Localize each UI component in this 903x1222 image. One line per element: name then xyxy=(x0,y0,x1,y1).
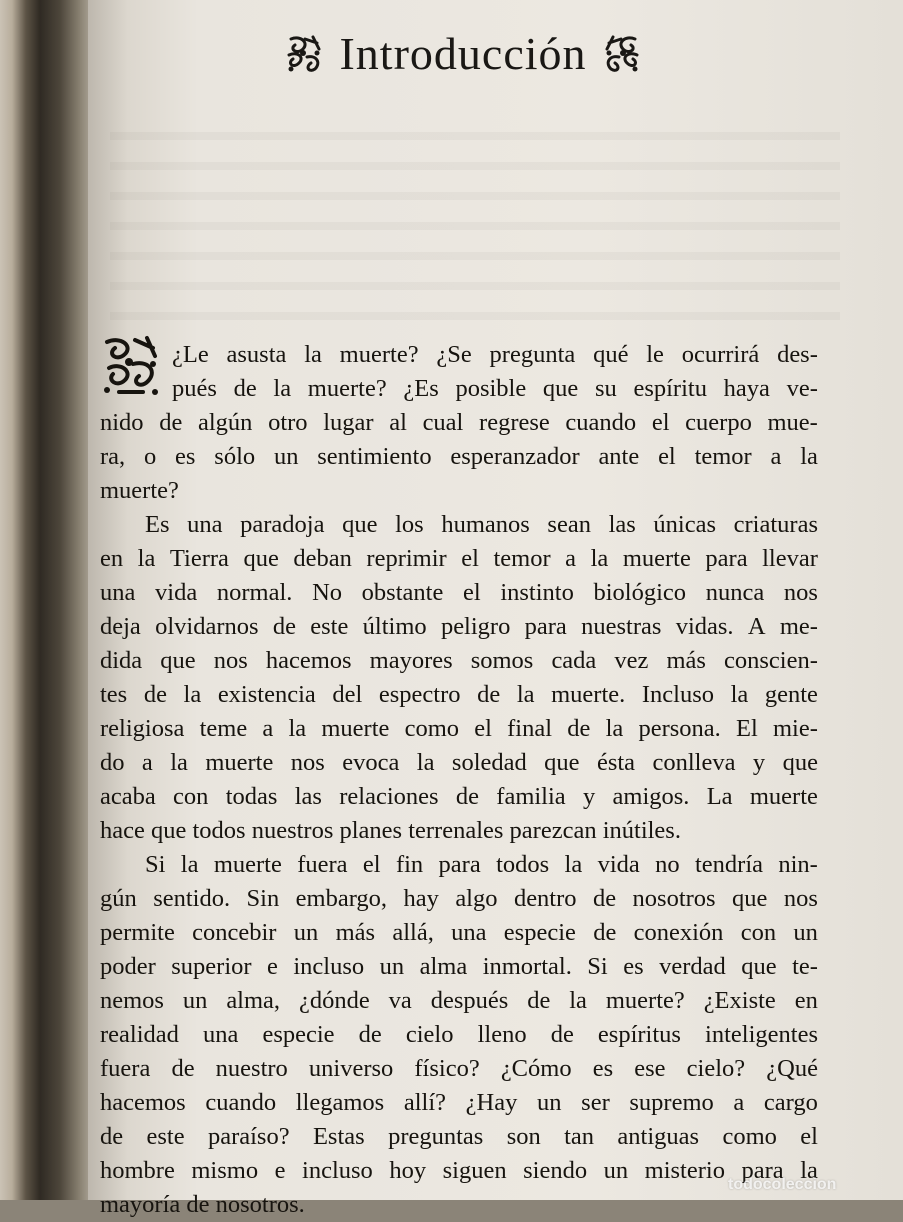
word: muerte xyxy=(622,545,691,572)
word: nemos xyxy=(100,987,164,1014)
text-line: hace que todos nuestros planes terrenales parezcan inútiles. xyxy=(100,817,681,844)
word: y xyxy=(752,749,766,776)
word: reprimir xyxy=(366,545,447,572)
word: inmortal. xyxy=(482,953,572,980)
word: humanos xyxy=(441,511,530,538)
word: con xyxy=(740,919,777,946)
word: a xyxy=(262,715,274,742)
word: incluso xyxy=(293,953,365,980)
word: vida xyxy=(597,851,640,878)
word: hacemos xyxy=(100,1089,186,1116)
word: relaciones xyxy=(339,783,439,810)
word: alma, xyxy=(226,987,281,1014)
text-line xyxy=(172,338,818,372)
word: sean xyxy=(547,511,591,538)
word: todos xyxy=(496,851,550,878)
word: para xyxy=(705,545,748,572)
word: sentimiento xyxy=(317,443,432,470)
word: superior xyxy=(171,953,252,980)
word: a xyxy=(141,749,153,776)
word: una xyxy=(203,1021,239,1048)
word: los xyxy=(395,511,424,538)
word: La xyxy=(706,783,733,810)
word: último xyxy=(362,613,427,640)
word: esperanzador xyxy=(450,443,580,470)
word: y xyxy=(582,783,596,810)
word: cual xyxy=(422,409,464,436)
word: persona. xyxy=(638,715,721,742)
word: ra, xyxy=(100,443,126,470)
word: el xyxy=(800,1123,818,1150)
fleuron-left-icon xyxy=(283,33,325,75)
word: especie xyxy=(262,1021,335,1048)
word: que xyxy=(542,375,579,402)
word: concebir xyxy=(192,919,277,946)
word: ¿dónde xyxy=(298,987,370,1014)
word: de xyxy=(455,783,479,810)
word: muerte. xyxy=(551,681,626,708)
word: allí? xyxy=(403,1089,447,1116)
text-line xyxy=(100,406,818,440)
text-line xyxy=(100,746,818,780)
word: ve- xyxy=(786,375,818,402)
word: que xyxy=(544,749,580,776)
word: do xyxy=(100,749,125,776)
word: es xyxy=(623,953,644,980)
word: más xyxy=(666,647,706,674)
word: ser xyxy=(581,1089,610,1116)
text-line xyxy=(100,644,818,678)
text-line xyxy=(100,440,818,474)
word: vida xyxy=(155,579,198,606)
text-line xyxy=(100,1018,818,1052)
word: la xyxy=(416,749,435,776)
word: de xyxy=(233,375,257,402)
word: siendo xyxy=(523,1157,588,1184)
text-line: muerte? xyxy=(100,477,179,504)
word: las xyxy=(294,783,322,810)
word: posible xyxy=(455,375,527,402)
word: ¿Qué xyxy=(766,1055,818,1082)
word: normal. xyxy=(216,579,293,606)
word: ¿Hay xyxy=(465,1089,518,1116)
word: ante xyxy=(598,443,640,470)
word: existencia xyxy=(217,681,316,708)
word: para xyxy=(524,613,567,640)
word: el xyxy=(651,409,670,436)
text-line xyxy=(100,916,818,950)
word: de xyxy=(171,1055,195,1082)
word: muerte? xyxy=(307,375,387,402)
word: de xyxy=(567,715,591,742)
word: fuera xyxy=(297,851,348,878)
word: un xyxy=(293,919,319,946)
word: de xyxy=(272,613,296,640)
word: nos xyxy=(783,885,818,912)
word: muerte xyxy=(749,783,818,810)
word: nido xyxy=(100,409,144,436)
word: la xyxy=(800,1157,818,1184)
word: a xyxy=(770,443,782,470)
text-line xyxy=(100,950,818,984)
word: vez xyxy=(614,647,649,674)
word: ésta xyxy=(596,749,636,776)
word: de xyxy=(159,409,183,436)
word: nos xyxy=(783,579,818,606)
word: pregunta xyxy=(489,341,576,368)
word: la xyxy=(288,715,307,742)
word: dida xyxy=(100,647,143,674)
word: Incluso xyxy=(641,681,714,708)
word: este xyxy=(146,1123,185,1150)
word: regrese xyxy=(479,409,550,436)
word: poder xyxy=(100,953,156,980)
word: hay xyxy=(403,885,439,912)
text-line xyxy=(100,542,818,576)
word: fuera xyxy=(100,1055,151,1082)
word: hombre xyxy=(100,1157,175,1184)
word: conlleva xyxy=(652,749,736,776)
word: de xyxy=(100,1123,124,1150)
word: a xyxy=(565,545,577,572)
word: antiguas xyxy=(617,1123,700,1150)
word: ¿Le xyxy=(172,341,209,368)
word: nos xyxy=(290,749,325,776)
word: después xyxy=(430,987,509,1014)
dropcap-ornament-icon xyxy=(99,334,163,398)
word: son xyxy=(506,1123,541,1150)
word: muerte? xyxy=(605,987,685,1014)
word: especie xyxy=(503,919,576,946)
word: el xyxy=(462,579,481,606)
text-line xyxy=(100,1120,818,1154)
word: inteligentes xyxy=(705,1021,818,1048)
word: de xyxy=(527,987,551,1014)
word: las xyxy=(608,511,636,538)
word: con xyxy=(173,783,209,810)
word: que xyxy=(243,545,279,572)
word: de xyxy=(592,885,617,912)
word: e xyxy=(267,953,278,980)
word: embargo, xyxy=(295,885,388,912)
word: un xyxy=(379,953,405,980)
word: algo xyxy=(455,885,498,912)
word: asusta xyxy=(226,341,287,368)
word: pués xyxy=(172,375,217,402)
word: amigos. xyxy=(612,783,690,810)
word: que xyxy=(732,885,768,912)
book-gutter xyxy=(0,0,96,1200)
word: ¿Existe xyxy=(703,987,776,1014)
fleuron-right-icon xyxy=(601,33,643,75)
word: el xyxy=(474,715,492,742)
text-line xyxy=(145,508,818,542)
bleed-through-text xyxy=(110,110,840,340)
word: la xyxy=(304,341,322,368)
word: otro xyxy=(268,409,308,436)
text-line xyxy=(100,1052,818,1086)
text-line: mayoría de nosotros. xyxy=(100,1191,305,1218)
word: siguen xyxy=(442,1157,507,1184)
word: la xyxy=(273,375,292,402)
word: deja xyxy=(100,613,141,640)
word: No xyxy=(312,579,343,606)
word: espíritu xyxy=(633,375,707,402)
word: un xyxy=(537,1089,562,1116)
word: de xyxy=(593,919,617,946)
word: todas xyxy=(225,783,278,810)
text-line xyxy=(172,372,818,406)
word: tendría xyxy=(694,851,764,878)
word: su xyxy=(594,375,617,402)
word: un xyxy=(793,919,818,946)
word: allá, xyxy=(392,919,434,946)
word: te- xyxy=(792,953,818,980)
word: la xyxy=(800,443,818,470)
word: realidad xyxy=(100,1021,179,1048)
word: nuestro xyxy=(215,1055,288,1082)
word: lugar xyxy=(323,409,374,436)
word: ¿Es xyxy=(403,375,439,402)
word: religiosa xyxy=(100,715,185,742)
word: Sin xyxy=(246,885,280,912)
text-line xyxy=(100,678,818,712)
text-line xyxy=(100,780,818,814)
word: cuando xyxy=(565,409,637,436)
word: deban xyxy=(293,545,352,572)
word: nuestras xyxy=(581,613,662,640)
word: este xyxy=(310,613,349,640)
word: en xyxy=(794,987,818,1014)
word: un xyxy=(273,443,299,470)
word: mayores xyxy=(369,647,453,674)
word: cada xyxy=(551,647,597,674)
word: obstante xyxy=(361,579,444,606)
word: lleno xyxy=(477,1021,527,1048)
word: alma xyxy=(419,953,468,980)
word: de xyxy=(477,681,501,708)
word: el xyxy=(658,443,676,470)
word: criaturas xyxy=(733,511,818,538)
word: sólo xyxy=(214,443,256,470)
word: cargo xyxy=(763,1089,818,1116)
word: gún xyxy=(100,885,137,912)
word: de xyxy=(550,1021,574,1048)
word: el xyxy=(362,851,381,878)
word: haya xyxy=(723,375,770,402)
word: físico? xyxy=(414,1055,480,1082)
word: El xyxy=(736,715,758,742)
word: espíritus xyxy=(597,1021,681,1048)
word: muerte xyxy=(205,749,274,776)
word: mue- xyxy=(767,409,818,436)
word: cielo xyxy=(405,1021,454,1048)
word: ¿Cómo xyxy=(500,1055,572,1082)
word: que xyxy=(741,953,777,980)
word: un xyxy=(182,987,208,1014)
word: muerte xyxy=(213,851,282,878)
word: algún xyxy=(198,409,253,436)
word: soledad xyxy=(451,749,527,776)
word: la xyxy=(564,851,583,878)
word: el xyxy=(461,545,479,572)
word: des- xyxy=(777,341,818,368)
word: la xyxy=(170,749,188,776)
word: como xyxy=(722,1123,777,1150)
word: nunca xyxy=(705,579,765,606)
word: cielo? xyxy=(686,1055,746,1082)
word: del xyxy=(332,681,363,708)
word: universo xyxy=(308,1055,394,1082)
word: no xyxy=(655,851,680,878)
word: qué xyxy=(593,341,629,368)
chapter-title: Introducción xyxy=(339,28,587,79)
word: cuando xyxy=(205,1089,277,1116)
word: Si xyxy=(145,851,166,878)
word: Es xyxy=(145,511,170,538)
word: la xyxy=(605,715,624,742)
word: de xyxy=(143,681,167,708)
word: dentro xyxy=(513,885,577,912)
word: familia xyxy=(496,783,566,810)
word: la xyxy=(569,987,587,1014)
word: evoca xyxy=(342,749,400,776)
word: únicas xyxy=(653,511,717,538)
word: tan xyxy=(564,1123,595,1150)
word: a xyxy=(733,1089,745,1116)
word: sentido. xyxy=(153,885,231,912)
word: supremo xyxy=(629,1089,714,1116)
text-line xyxy=(100,712,818,746)
word: Estas xyxy=(312,1123,365,1150)
word: peligro xyxy=(440,613,511,640)
word: verdad xyxy=(659,953,726,980)
word: olvidarnos xyxy=(155,613,259,640)
word: que xyxy=(782,749,818,776)
word: hacemos xyxy=(265,647,352,674)
word: conexión xyxy=(633,919,724,946)
word: es xyxy=(592,1055,614,1082)
word: misterio xyxy=(644,1157,725,1184)
word: mismo xyxy=(191,1157,259,1184)
word: nos xyxy=(213,647,248,674)
text-line xyxy=(100,576,818,610)
word: muerte? xyxy=(339,341,419,368)
word: la xyxy=(183,681,202,708)
word: somos xyxy=(470,647,534,674)
word: instinto xyxy=(500,579,574,606)
word: es xyxy=(175,443,196,470)
word: como xyxy=(404,715,460,742)
word: una xyxy=(100,579,136,606)
word: final xyxy=(507,715,553,742)
word: acaba xyxy=(100,783,156,810)
word: espectro xyxy=(378,681,461,708)
watermark: todocoleccion xyxy=(728,1176,837,1193)
word: nosotros xyxy=(632,885,716,912)
word: la xyxy=(590,545,609,572)
word: para xyxy=(741,1157,784,1184)
word: me- xyxy=(779,613,818,640)
word: cuerpo xyxy=(685,409,752,436)
word: mie- xyxy=(772,715,818,742)
word: un xyxy=(603,1157,629,1184)
word: una xyxy=(451,919,487,946)
text-line xyxy=(100,984,818,1018)
word: para xyxy=(438,851,481,878)
word: ocurrirá xyxy=(681,341,760,368)
chapter-heading xyxy=(268,24,658,84)
word: permite xyxy=(100,919,175,946)
word: Tierra xyxy=(169,545,229,572)
word: muerte xyxy=(321,715,390,742)
word: más xyxy=(335,919,376,946)
word: la xyxy=(137,545,156,572)
word: va xyxy=(388,987,412,1014)
word: nin- xyxy=(778,851,818,878)
word: fin xyxy=(395,851,424,878)
word: temor xyxy=(493,545,551,572)
word: en xyxy=(100,545,124,572)
text-line xyxy=(100,610,818,644)
word: la xyxy=(516,681,535,708)
word: la xyxy=(180,851,199,878)
word: gente xyxy=(764,681,818,708)
word: tes xyxy=(100,681,128,708)
word: o xyxy=(143,443,157,470)
word: llegamos xyxy=(295,1089,385,1116)
word: teme xyxy=(199,715,248,742)
word: incluso xyxy=(302,1157,373,1184)
word: preguntas xyxy=(388,1123,484,1150)
text-line xyxy=(100,882,818,916)
word: que xyxy=(342,511,378,538)
word: conscien- xyxy=(724,647,818,674)
word: al xyxy=(389,409,407,436)
word: biológico xyxy=(593,579,687,606)
word: Si xyxy=(587,953,608,980)
word: hoy xyxy=(389,1157,427,1184)
word: le xyxy=(646,341,664,368)
word: vidas. xyxy=(675,613,734,640)
text-line xyxy=(100,1086,818,1120)
word: A xyxy=(747,613,766,640)
word: paradoja xyxy=(240,511,325,538)
word: paraíso? xyxy=(207,1123,290,1150)
text-line xyxy=(100,1154,818,1188)
word: una xyxy=(187,511,223,538)
word: que xyxy=(160,647,196,674)
word: ¿Se xyxy=(436,341,472,368)
text-line xyxy=(145,848,818,882)
word: e xyxy=(274,1157,286,1184)
word: la xyxy=(730,681,749,708)
word: temor xyxy=(694,443,752,470)
word: de xyxy=(358,1021,382,1048)
word: ese xyxy=(634,1055,666,1082)
word: llevar xyxy=(762,545,818,572)
